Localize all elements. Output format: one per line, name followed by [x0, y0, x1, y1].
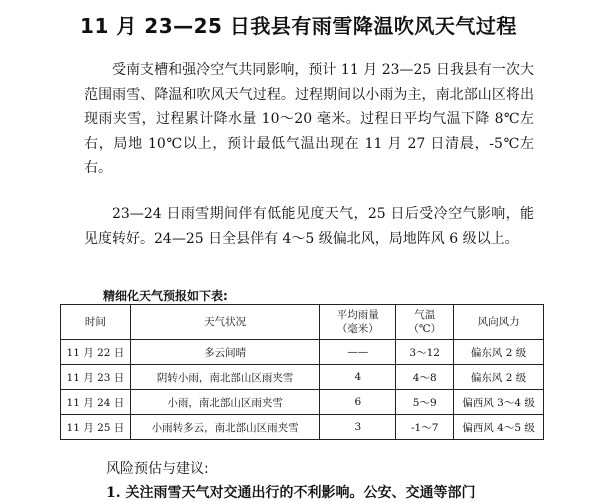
- table-row: [61, 340, 544, 365]
- header-temp-line2: （℃）: [408, 323, 442, 335]
- header-temp-line1: 气温: [414, 309, 436, 321]
- cell-date: 11 月 23 日: [61, 365, 131, 390]
- cell-precip: 6: [320, 390, 396, 415]
- table-caption: 精细化天气预报如下表:: [103, 289, 228, 303]
- cell-temp: 3～12: [396, 340, 454, 365]
- cell-weather: 多云间晴: [130, 340, 320, 365]
- table-header-row: [61, 305, 544, 340]
- cell-wind: 偏东风 2 级: [454, 365, 544, 390]
- header-precip: [320, 305, 396, 340]
- header-weather: 天气状况: [130, 305, 320, 340]
- cell-date: 11 月 24 日: [61, 390, 131, 415]
- cell-date: 11 月 25 日: [61, 415, 131, 440]
- cell-wind: 偏东风 2 级: [454, 340, 544, 365]
- header-precip-line2: （毫米）: [336, 323, 379, 335]
- cell-precip: 4: [320, 365, 396, 390]
- forecast-table: [60, 304, 544, 440]
- cell-precip: 3: [320, 415, 396, 440]
- cell-temp: 5～9: [396, 390, 454, 415]
- cell-weather: 小雨转多云，南北部山区雨夹雪: [130, 415, 320, 440]
- table-row: [61, 415, 544, 440]
- cell-wind: 偏西风 4～5 级: [454, 415, 544, 440]
- cell-temp: 4～8: [396, 365, 454, 390]
- document-title: 11 月 23—25 日我县有雨雪降温吹风天气过程: [80, 14, 517, 38]
- risk-heading: 风险预估与建议:: [106, 461, 209, 477]
- risk-item-1: 1. 关注雨雪天气对交通出行的不利影响。公安、交通等部门: [106, 485, 476, 501]
- table-row: [61, 390, 544, 415]
- header-time: 时间: [61, 305, 131, 340]
- header-temp: [396, 305, 454, 340]
- paragraph-overview: 受南支槽和强冷空气共同影响，预计 11 月 23—25 日我县有一次大范围雨雪、降温和吹风天气过程。过程期间以小雨为主，南北部山区将出现雨夹雪，过程累计降水量 10～20 毫米。过程日平均气温下降 8℃左右，局地 10℃以上，预计最低气温出现在 11 月 27 日清晨，-5℃左右。: [84, 62, 534, 176]
- cell-wind: 偏西风 3～4 级: [454, 390, 544, 415]
- cell-weather: 阴转小雨，南北部山区雨夹雪: [130, 365, 320, 390]
- cell-temp: -1～7: [396, 415, 454, 440]
- paragraph-visibility-wind: 23—24 日雨雪期间伴有低能见度天气，25 日后受冷空气影响，能见度转好。24—25 日全县伴有 4～5 级偏北风，局地阵风 6 级以上。: [84, 206, 534, 247]
- table-row: [61, 365, 544, 390]
- header-wind: 风向风力: [454, 305, 544, 340]
- cell-date: 11 月 22 日: [61, 340, 131, 365]
- cell-weather: 小雨，南北部山区雨夹雪: [130, 390, 320, 415]
- header-precip-line1: 平均雨量: [336, 309, 379, 321]
- cell-precip: ——: [320, 340, 396, 365]
